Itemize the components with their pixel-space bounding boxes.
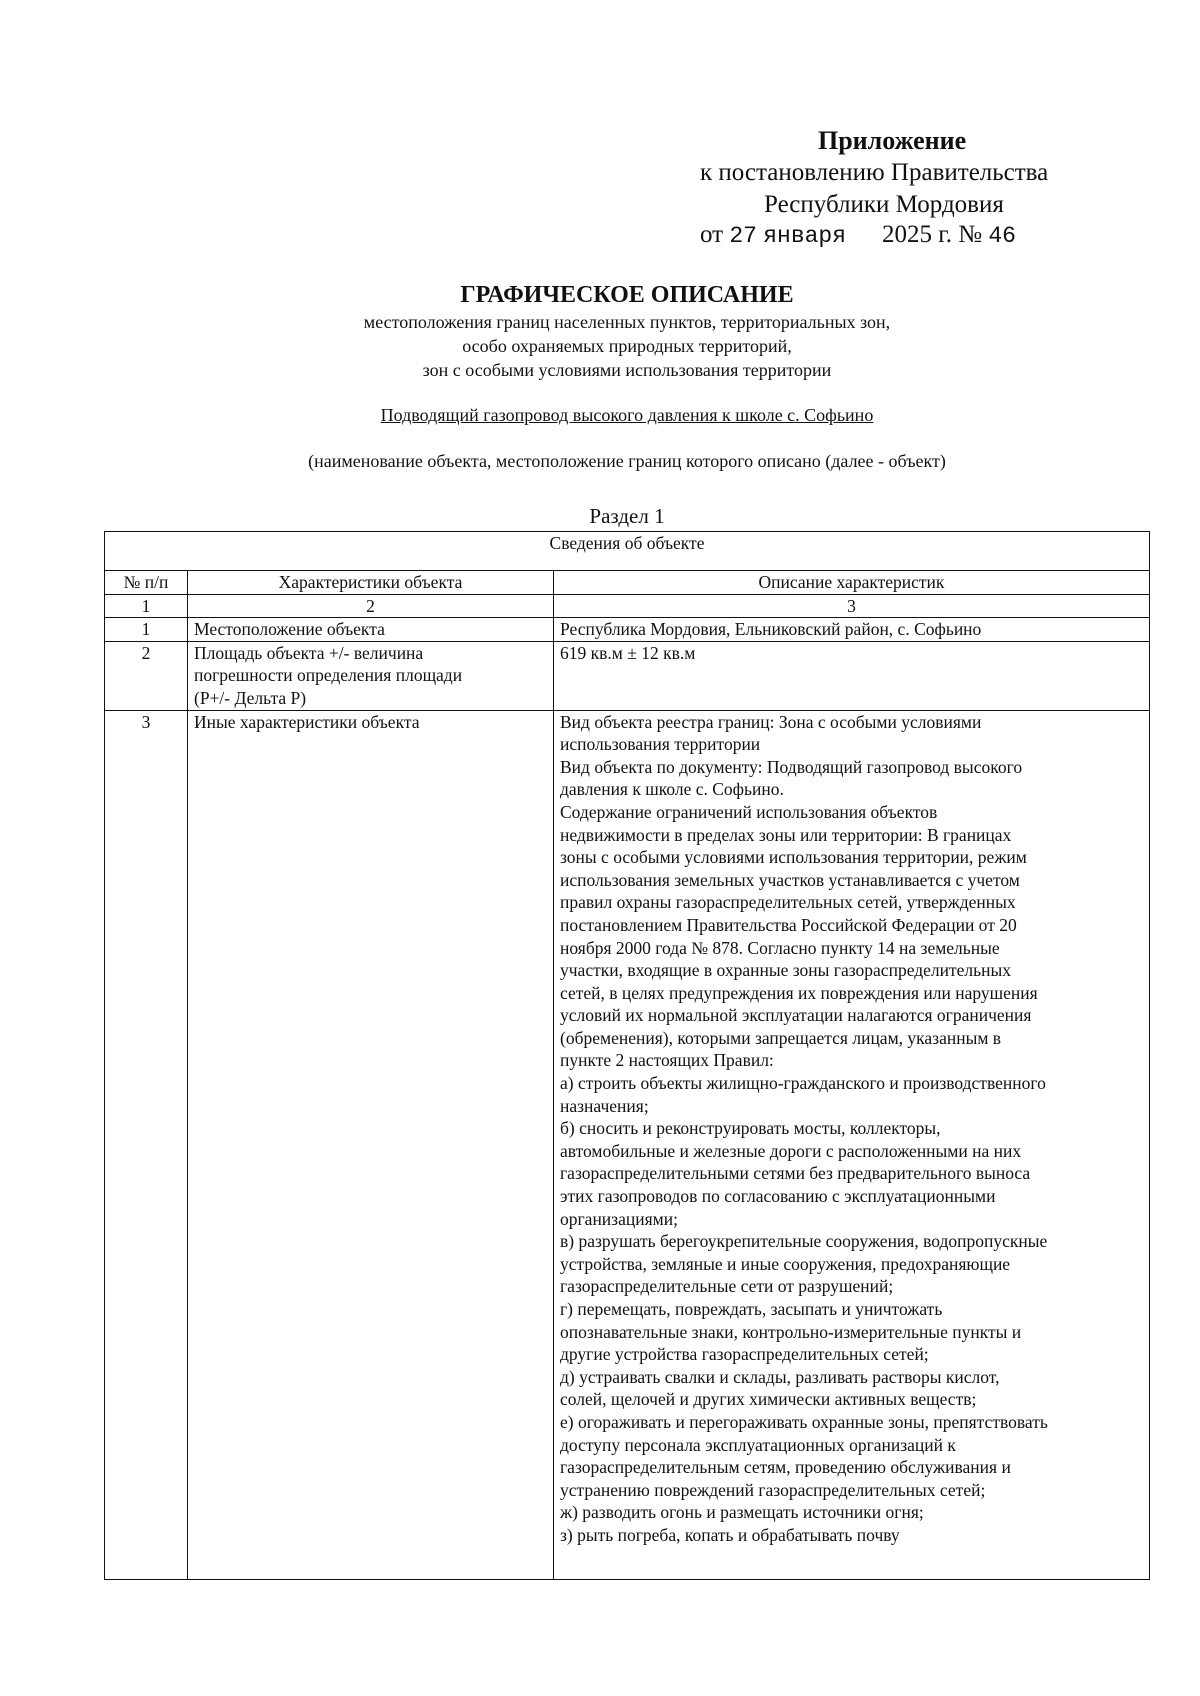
description-line: Содержание ограничений использования объектов xyxy=(560,801,938,822)
description-line: в) разрушать берегоукрепительные сооружения, водопропускные xyxy=(560,1231,1048,1252)
description-line: организациями; xyxy=(560,1208,678,1229)
description-line: использования земельных участков устанавливается с учетом xyxy=(560,869,1020,890)
description-line: назначения; xyxy=(560,1095,649,1116)
description-line: другие устройства газораспределительных сетей; xyxy=(560,1344,929,1365)
header-characteristic: Характеристики объекта xyxy=(188,571,554,595)
row-description: Республика Мордовия, Ельниковский район, с. Софьино xyxy=(554,618,1150,642)
table-row xyxy=(105,618,1150,642)
description-line: зоны с особыми условиями использования территории, режим xyxy=(560,847,1027,868)
description-line: устранению повреждений газораспределительных сетей; xyxy=(560,1479,986,1500)
appendix-date-line xyxy=(700,220,1016,251)
subtitle-line-1: местоположения границ населенных пунктов, территориальных зон, xyxy=(363,312,891,332)
header-number: № п/п xyxy=(105,571,188,595)
description-line: этих газопроводов по согласованию с эксплуатационными xyxy=(560,1186,996,1207)
column-number-3: 3 xyxy=(554,594,1150,618)
row-number: 2 xyxy=(105,641,188,710)
appendix-title: Приложение xyxy=(818,126,967,155)
description-line: сетей, в целях предупреждения их повреждения или нарушения xyxy=(560,982,1038,1003)
row-characteristic xyxy=(188,641,554,710)
description-line: б) сносить и реконструировать мосты, коллекторы, xyxy=(560,1118,941,1139)
date-month: января xyxy=(763,223,847,249)
appendix-line-2: Республики Мордовия xyxy=(764,191,1004,218)
object-info-table xyxy=(104,531,1150,1580)
description-line: опознавательные знаки, контрольно-измерительные пункты и xyxy=(560,1321,1022,1342)
description-line: пункте 2 настоящих Правил: xyxy=(560,1050,774,1071)
row-description xyxy=(554,710,1150,1579)
table-column-numbers-row xyxy=(105,594,1150,618)
description-line: участки, входящие в охранные зоны газораспределительных xyxy=(560,960,1012,981)
object-note: (наименование объекта, местоположение границ которого описано (далее - объект) xyxy=(308,451,946,471)
row-description: 619 кв.м ± 12 кв.м xyxy=(554,641,1150,710)
description-line: (обременения), которыми запрещается лицам, указанным в xyxy=(560,1027,1002,1048)
description-line: з) рыть погреба, копать и обрабатывать почву xyxy=(560,1524,900,1545)
characteristic-line: погрешности определения площади xyxy=(194,665,463,686)
date-day: 27 xyxy=(729,223,757,249)
description-line: г) перемещать, повреждать, засыпать и уничтожать xyxy=(560,1299,943,1319)
section-title: Раздел 1 xyxy=(589,504,665,528)
document-title: ГРАФИЧЕСКОЕ ОПИСАНИЕ xyxy=(460,282,794,308)
characteristic-line: (Р+/- Дельта Р) xyxy=(194,687,307,708)
row-number: 1 xyxy=(105,618,188,642)
header-description: Описание характеристик xyxy=(554,571,1150,595)
column-number-2: 2 xyxy=(188,594,554,618)
description-line: Вид объекта по документу: Подводящий газопровод высокого xyxy=(560,756,1023,777)
object-name: Подводящий газопровод высокого давления к школе с. Софьино xyxy=(380,405,874,425)
table-caption: Сведения об объекте xyxy=(105,532,1150,571)
subtitle-line-3: зон с особыми условиями использования территории xyxy=(422,360,832,380)
description-line: правил охраны газораспределительных сетей, утвержденных xyxy=(560,892,1016,913)
description-line: а) строить объекты жилищно-гражданского и производственного xyxy=(560,1073,1046,1094)
description-line: газораспределительными сетями без предварительного выноса xyxy=(560,1163,1031,1184)
column-number-1: 1 xyxy=(105,594,188,618)
description-line: условий их нормальной эксплуатации налагаются ограничения xyxy=(560,1005,1032,1026)
date-year-suffix: 2025 г. № xyxy=(882,221,983,248)
document-number: 46 xyxy=(988,223,1016,249)
description-line: газораспределительные сети от разрушений; xyxy=(560,1276,894,1297)
table-row xyxy=(105,641,1150,710)
description-line: Вид объекта реестра границ: Зона с особыми условиями xyxy=(560,711,982,732)
description-line: е) огораживать и перегораживать охранные зоны, препятствовать xyxy=(560,1411,1048,1432)
object-name-line xyxy=(0,403,1200,427)
row-number: 3 xyxy=(105,710,188,1579)
description-line: ноября 2000 года № 878. Согласно пункту 14 на земельные xyxy=(560,937,1000,958)
table-row xyxy=(105,710,1150,1579)
characteristic-line: Площадь объекта +/- величина xyxy=(194,642,424,663)
description-line: д) устраивать свалки и склады, разливать растворы кислот, xyxy=(560,1366,1000,1387)
description-line: устройства, земляные и иные сооружения, предохраняющие xyxy=(560,1253,1011,1274)
description-line: постановлением Правительства Российской Федерации от 20 xyxy=(560,914,1017,935)
subtitle-line-2: особо охраняемых природных территорий, xyxy=(462,336,792,356)
date-prefix: от xyxy=(700,221,724,248)
description-line: автомобильные и железные дороги с расположенными на них xyxy=(560,1140,1022,1161)
description-line: недвижимости в пределах зоны или территории: В границах xyxy=(560,824,1012,845)
table-header-row xyxy=(105,571,1150,595)
description-line: доступу персонала эксплуатационных организаций к xyxy=(560,1434,956,1455)
description-line: газораспределительным сетям, проведению обслуживания и xyxy=(560,1457,1011,1478)
description-line: ж) разводить огонь и размещать источники огня; xyxy=(560,1502,924,1523)
row-characteristic: Местоположение объекта xyxy=(188,618,554,642)
row-characteristic: Иные характеристики объекта xyxy=(188,710,554,1579)
description-line: использования территории xyxy=(560,734,761,755)
appendix-line-1: к постановлению Правительства xyxy=(700,159,1049,186)
table-caption-row xyxy=(105,532,1150,571)
description-line: солей, щелочей и других химически активных веществ; xyxy=(560,1389,977,1410)
description-line: давления к школе с. Софьино. xyxy=(560,779,784,800)
